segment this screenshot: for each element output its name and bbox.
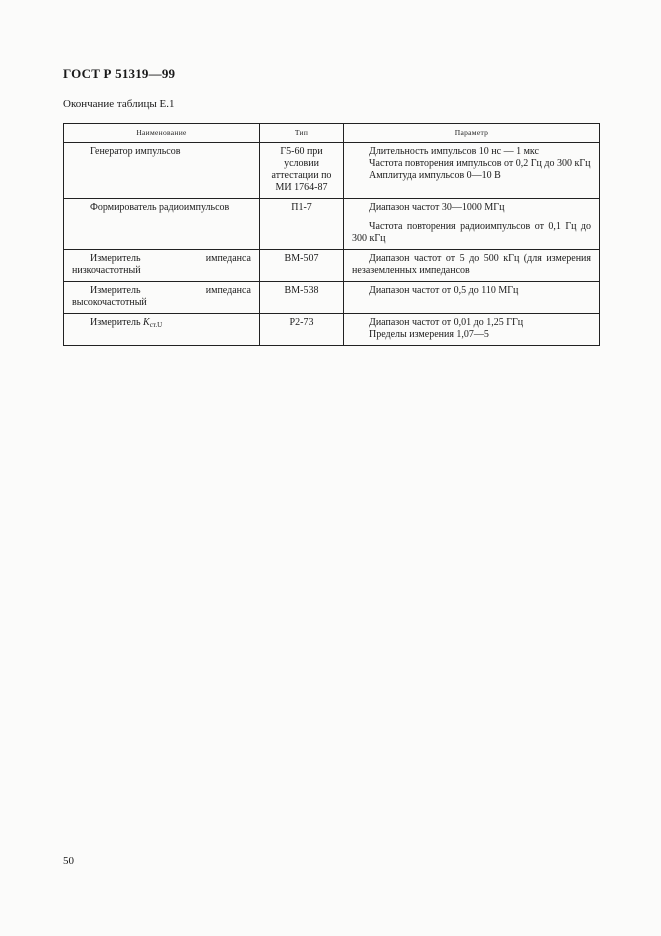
- table-row: [64, 143, 600, 199]
- row-parameters: [344, 143, 600, 199]
- row-name: [64, 314, 260, 346]
- row-name: Формирователь радиоимпульсов: [64, 199, 260, 250]
- row-parameters: [344, 250, 600, 282]
- parameter-line: Диапазон частот от 0,5 до 110 МГц: [369, 285, 519, 296]
- table-row: [64, 199, 600, 250]
- parameter-line: Амплитуда импульсов 0—10 В: [369, 170, 501, 181]
- parameter-line: Частота повторения радиоимпульсов от 0,1 Гц до 300 кГц: [352, 221, 591, 244]
- row-parameters: [344, 199, 600, 250]
- table-caption: Окончание таблицы Е.1: [63, 98, 175, 110]
- parameter-line: Длительность импульсов 10 нс — 1 мкс: [369, 146, 539, 157]
- table-row: [64, 250, 600, 282]
- row-name: Измеритель импеданса низкочастотный: [64, 250, 260, 282]
- table-row: [64, 282, 600, 314]
- equipment-table: [63, 123, 600, 346]
- row-type: ВМ-507: [260, 250, 344, 282]
- parameter-line: Диапазон частот 30—1000 МГц: [369, 202, 505, 213]
- row-name: Измеритель импеданса высокочастотный: [64, 282, 260, 314]
- column-header-name: Наименование: [64, 124, 260, 143]
- row-type: Г5-60 при условии аттестации по МИ 1764-87: [260, 143, 344, 199]
- row-type: Р2-73: [260, 314, 344, 346]
- k-symbol-subscript: ст.U: [149, 321, 163, 329]
- row-name: Генератор импульсов: [64, 143, 260, 199]
- parameter-line: Пределы измерения 1,07—5: [369, 329, 489, 340]
- row-name-text: Измеритель: [90, 317, 141, 328]
- parameter-line: Диапазон частот от 5 до 500 кГц (для измерения незаземленных импедансов: [352, 253, 591, 276]
- parameter-line: Частота повторения импульсов от 0,2 Гц до 300 кГц: [369, 158, 591, 169]
- row-parameters: [344, 282, 600, 314]
- column-header-type: Тип: [260, 124, 344, 143]
- row-parameters: [344, 314, 600, 346]
- parameter-line: Диапазон частот от 0,01 до 1,25 ГГц: [369, 317, 524, 328]
- document-header: ГОСТ Р 51319—99: [63, 66, 176, 81]
- k-symbol: K: [143, 317, 150, 328]
- column-header-parameter: Параметр: [344, 124, 600, 143]
- page-number: 50: [63, 855, 74, 867]
- row-type: ВМ-538: [260, 282, 344, 314]
- table-row: [64, 314, 600, 346]
- row-type: П1-7: [260, 199, 344, 250]
